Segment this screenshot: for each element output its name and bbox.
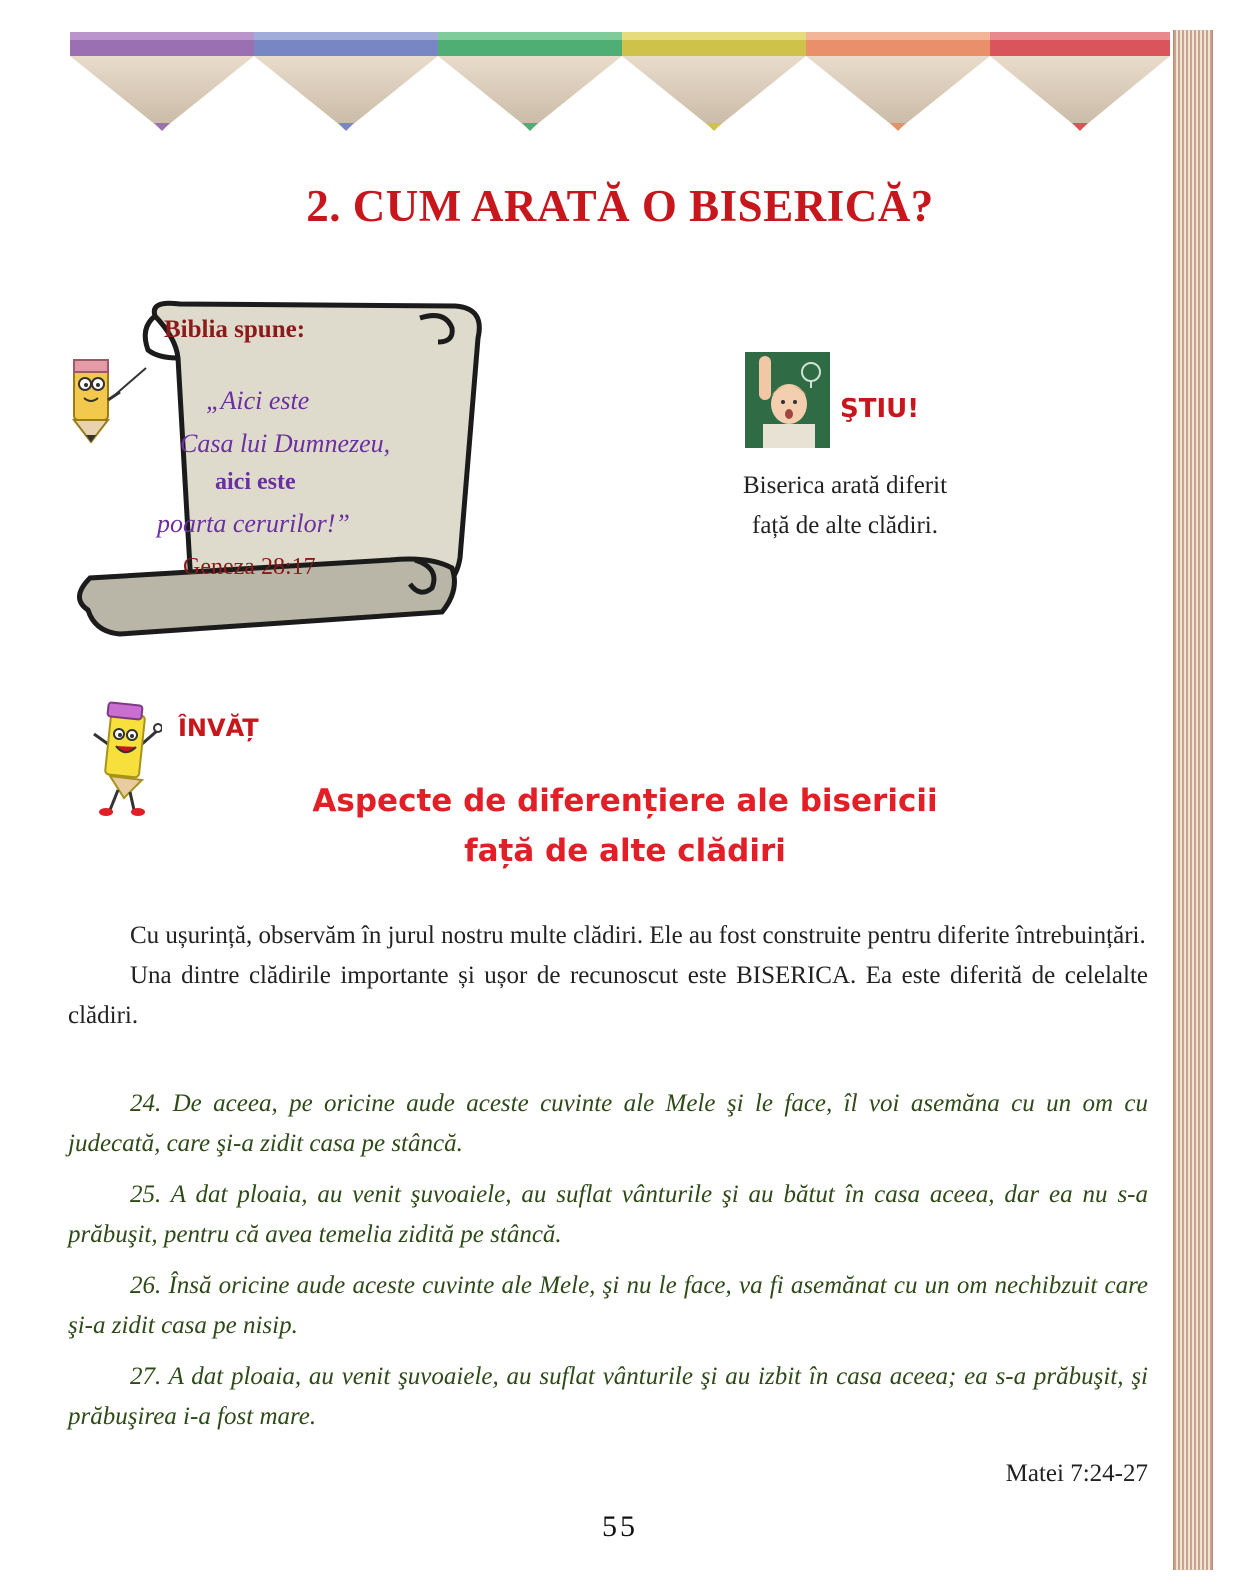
page-title: 2. CUM ARATĂ O BISERICĂ? xyxy=(306,181,934,231)
teacher-pencil-icon xyxy=(64,350,152,450)
stiu-label: ŞTIU! xyxy=(840,394,920,424)
scroll-reference: Geneza 28:17 xyxy=(183,554,316,580)
scroll-quote-line: Casa lui Dumnezeu, xyxy=(180,429,391,458)
scroll-quote-line: „Aici este xyxy=(206,386,310,415)
stiu-text-line: Biserica arată diferit xyxy=(742,472,948,499)
body-text xyxy=(68,916,1148,1036)
bible-verses xyxy=(68,1084,1148,1448)
verse-26: 26. Însă oricine aude aceste cuvinte ale Mele, şi nu le face, va fi asemănat cu un om nechibzuit care şi-a zidit casa pe nisip. xyxy=(68,1272,1148,1339)
verses-reference: Matei 7:24-27 xyxy=(1005,1460,1148,1487)
body-paragraph: Cu ușurință, observăm în jurul nostru multe clădiri. Ele au fost construite pentru diferite întrebuințări. xyxy=(130,922,1146,949)
stiu-text xyxy=(690,466,1000,546)
scroll-quote-line: aici este xyxy=(215,469,296,495)
section-title-line: față de alte clădiri xyxy=(464,833,786,869)
scroll-heading: Biblia spune: xyxy=(164,316,306,343)
section-title-line: Aspecte de diferențiere ale bisericii xyxy=(312,783,938,819)
verse-24: 24. De aceea, pe oricine aude aceste cuvinte ale Mele şi le face, îl voi asemăna cu un om cu judecată, care şi-a zidit casa pe stâncă. xyxy=(68,1090,1148,1157)
verse-27: 27. A dat ploaia, au venit şuvoaiele, au suflat vânturile şi au izbit în casa aceea; ea s-a prăbuşit, şi prăbuşirea i-a fost mare. xyxy=(68,1363,1148,1430)
scroll-quote-line: poarta cerurilor!” xyxy=(157,509,350,538)
raised-hand-child-icon xyxy=(745,352,830,448)
verse-25: 25. A dat ploaia, au venit şuvoaiele, au suflat vânturile şi au bătut în casa aceea, dar ea nu s-a prăbuşit, pentru că avea temelia zidită pe stâncă. xyxy=(68,1181,1148,1248)
stiu-text-line: față de alte clădiri. xyxy=(752,512,938,539)
body-paragraph: Una dintre clădirile importante și ușor de recunoscut este BISERICA. Ea este diferită de celelalte clădiri. xyxy=(68,962,1148,1029)
section-title xyxy=(0,776,1240,876)
page-number: 55 xyxy=(602,1510,638,1543)
pencil-band-icon xyxy=(70,30,1170,140)
invat-label: ÎNVĂȚ xyxy=(178,714,259,742)
